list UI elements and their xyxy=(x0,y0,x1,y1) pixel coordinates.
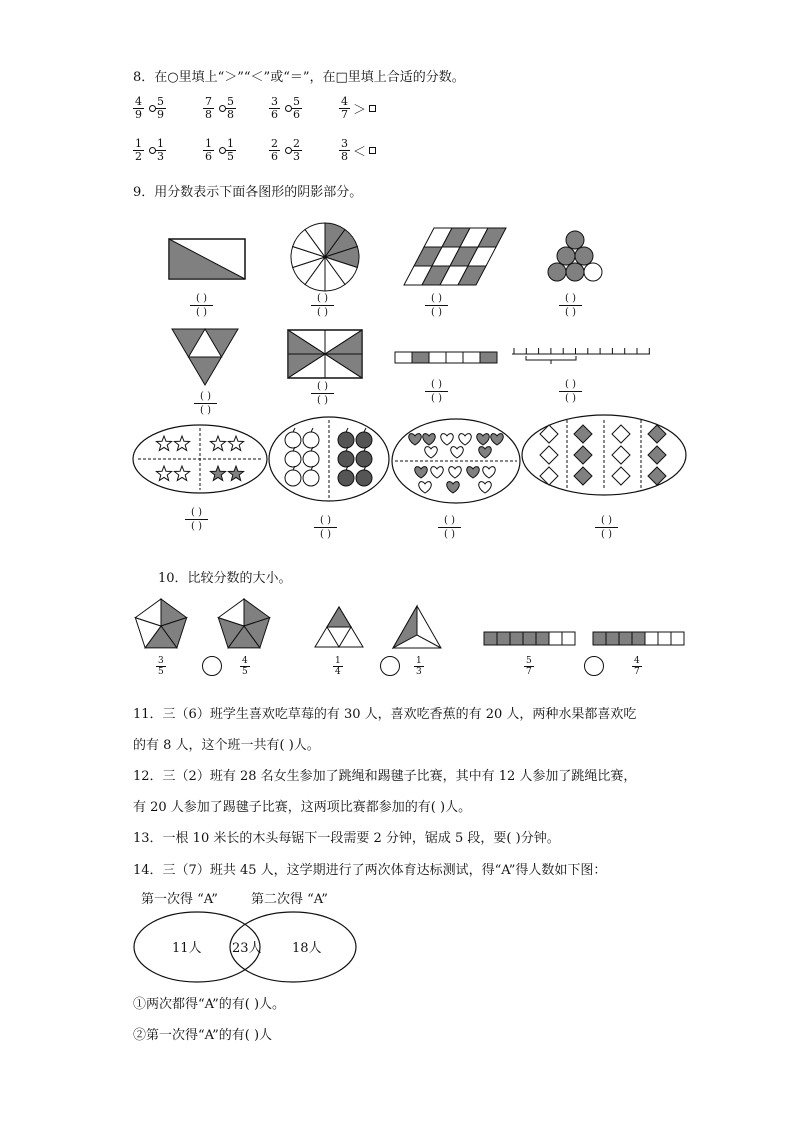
triangle-1-3-figure xyxy=(392,605,442,649)
fraction-answer-blank[interactable]: ( ) ( ) xyxy=(314,514,337,541)
compare-circle[interactable] xyxy=(202,656,222,676)
answer-box[interactable] xyxy=(369,147,376,154)
strip-5-7-figure xyxy=(483,631,575,647)
q12-line1: 12．三（2）班有 28 名女生参加了跳绳和踢毽子比赛，其中有 12 人参加了跳绳比赛， xyxy=(133,769,637,784)
answer-box[interactable] xyxy=(369,105,376,112)
diamonds-ellipse-figure xyxy=(521,414,687,496)
venn-right-count: 18人 xyxy=(292,941,322,956)
venn-label-second: 第二次得 “A” xyxy=(251,892,328,907)
shaded-rectangle-figure xyxy=(168,238,246,280)
q12-line2: 有 20 人参加了踢毽子比赛，这两项比赛都参加的有( )人。 xyxy=(133,800,472,815)
q11-line2: 的有 8 人，这个班一共有( )人。 xyxy=(133,738,320,753)
triangle-1-4-figure xyxy=(314,606,364,648)
operator: ＞ xyxy=(353,103,367,118)
fraction-answer-blank[interactable]: ( ) ( ) xyxy=(559,292,582,319)
fraction-answer-blank[interactable]: ( ) ( ) xyxy=(438,514,461,541)
fraction: $\frac{5}{6}$ xyxy=(293,95,300,121)
shaded-strip-figure xyxy=(394,351,500,365)
fraction-answer-blank[interactable]: ( ) ( ) xyxy=(425,378,448,405)
fraction: $\frac{7}{8}$ xyxy=(205,95,212,121)
q9-title: 9．用分数表示下面各图形的阴影部分。 xyxy=(133,185,363,200)
q8-title: 8．在○里填上“＞”“＜”或“＝”，在□里填上合适的分数。 xyxy=(133,70,465,85)
fraction-answer-blank[interactable]: ( ) ( ) xyxy=(311,292,334,319)
operator: ＜ xyxy=(353,145,367,160)
apples-ellipse-figure xyxy=(268,416,390,502)
shaded-triangle-figure xyxy=(171,328,239,386)
fraction: $\frac{1}{2}$ xyxy=(135,137,142,163)
q10-title: 10．比较分数的大小。 xyxy=(158,571,292,586)
fraction: $\frac{4}{5}$ xyxy=(242,656,248,677)
fraction: $\frac{3}{5}$ xyxy=(158,656,164,677)
fraction: $\frac{4}{7}$ xyxy=(341,95,348,121)
q14-sub1: ①两次都得“A”的有( )人。 xyxy=(133,997,286,1012)
fraction-answer-blank[interactable]: ( ) ( ) xyxy=(311,380,334,407)
q13-line1: 13．一根 10 米长的木头每锯下一段需要 2 分钟，锯成 5 段，要( )分钟。 xyxy=(133,831,560,846)
fraction: $\frac{2}{6}$ xyxy=(271,137,278,163)
fraction-answer-blank[interactable]: ( ) ( ) xyxy=(190,292,213,319)
fraction-answer-blank[interactable]: ( ) ( ) xyxy=(425,292,448,319)
fraction: $\frac{5}{8}$ xyxy=(227,95,234,121)
q11-line1: 11．三（6）班学生喜欢吃草莓的有 30 人，喜欢吃香蕉的有 20 人，两种水果都喜欢吃 xyxy=(133,707,637,722)
fraction-answer-blank[interactable]: ( ) ( ) xyxy=(185,506,208,533)
fraction: $\frac{1}{6}$ xyxy=(205,137,212,163)
fraction-answer-blank[interactable]: ( ) ( ) xyxy=(194,390,217,417)
hearts-ellipse-figure xyxy=(391,418,521,504)
compare-circle[interactable] xyxy=(380,656,400,676)
pentagon-4-5-figure xyxy=(216,598,272,650)
fraction: $\frac{5}{7}$ xyxy=(526,656,532,677)
shaded-circle-figure xyxy=(289,221,361,293)
fraction: $\frac{5}{9}$ xyxy=(157,95,164,121)
strip-4-7-figure xyxy=(592,631,684,647)
compare-circle[interactable] xyxy=(584,656,604,676)
fraction: $\frac{1}{5}$ xyxy=(227,137,234,163)
q14-line1: 14．三（7）班共 45 人，这学期进行了两次体育达标测试，得“A”得人数如下图： xyxy=(133,863,607,878)
shaded-rectangle-triangles-figure xyxy=(287,329,363,379)
fraction: $\frac{1}{4}$ xyxy=(335,656,341,677)
fraction: $\frac{4}{7}$ xyxy=(634,656,640,677)
shaded-parallelogram-figure xyxy=(404,228,500,286)
q14-sub2: ②第一次得“A”的有( )人 xyxy=(133,1028,273,1043)
venn-left-count: 11人 xyxy=(172,941,202,956)
fraction: $\frac{3}{6}$ xyxy=(271,95,278,121)
number-line-figure xyxy=(512,346,652,370)
stars-ellipse-figure xyxy=(132,424,268,494)
fraction: $\frac{2}{3}$ xyxy=(293,137,300,163)
venn-label-first: 第一次得 “A” xyxy=(141,892,218,907)
fraction-answer-blank[interactable]: ( ) ( ) xyxy=(559,378,582,405)
fraction: $\frac{1}{3}$ xyxy=(157,137,164,163)
fraction: $\frac{1}{3}$ xyxy=(416,656,422,677)
fraction: $\frac{4}{9}$ xyxy=(135,95,142,121)
fraction-answer-blank[interactable]: ( ) ( ) xyxy=(595,514,618,541)
shaded-circles-triangle-figure xyxy=(546,230,604,282)
venn-middle-count: 23人 xyxy=(232,941,262,956)
pentagon-3-5-figure xyxy=(133,598,189,650)
fraction: $\frac{3}{8}$ xyxy=(341,137,348,163)
